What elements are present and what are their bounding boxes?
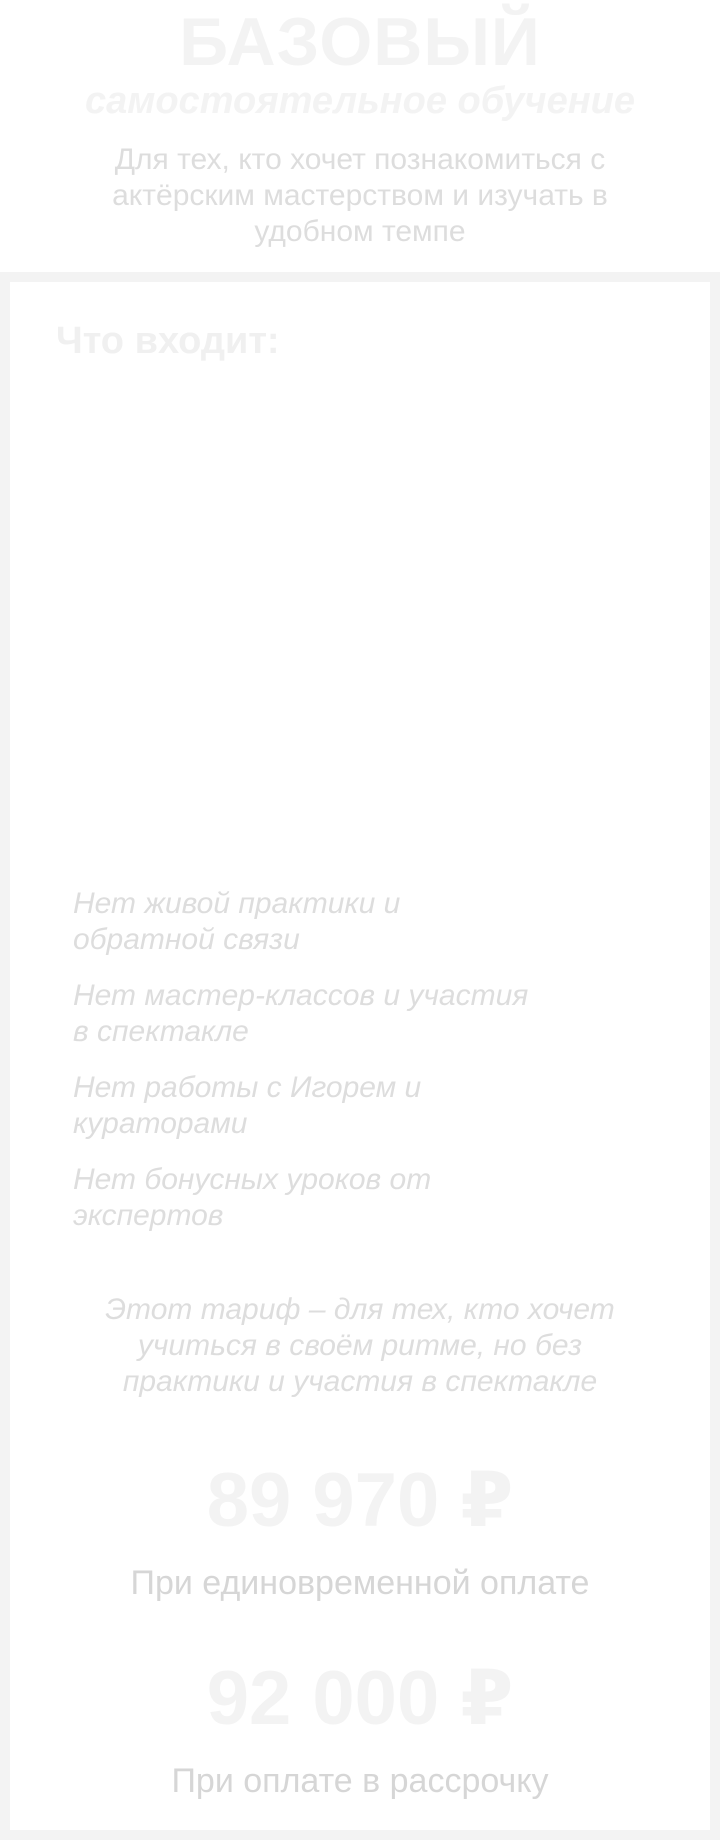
price-one-time: 89 970 ₽ [206,1458,514,1543]
excluded-feature: Нет живой практики и обратной связи [73,887,401,956]
includes-heading: Что входит: [56,320,280,362]
tariff-subtitle: самостоятельное обучение [84,80,636,122]
tariff-header [0,0,720,272]
price-installment-caption: При оплате в рассрочку [171,1762,549,1800]
excluded-feature: Нет работы с Игорем и кураторами [73,1071,422,1140]
excluded-features-list [73,886,543,1254]
price-installment: 92 000 ₽ [206,1656,514,1741]
tariff-card [0,272,720,1840]
tariff-intro: Для тех, кто хочет познакомиться с актёрским мастерством и изучать в удобном темпе [112,143,608,248]
includes-list-area [56,378,666,878]
excluded-feature: Нет бонусных уроков от экспертов [73,1163,432,1232]
price-one-time-caption: При единовременной оплате [130,1564,590,1602]
tariff-title: БАЗОВЫЙ [179,4,541,80]
excluded-feature: Нет мастер-классов и участия в спектакле [73,979,529,1048]
tariff-note: Этот тариф – для тех, кто хочет учиться в своём ритме, но без практики и участия в спектакле [105,1293,615,1398]
